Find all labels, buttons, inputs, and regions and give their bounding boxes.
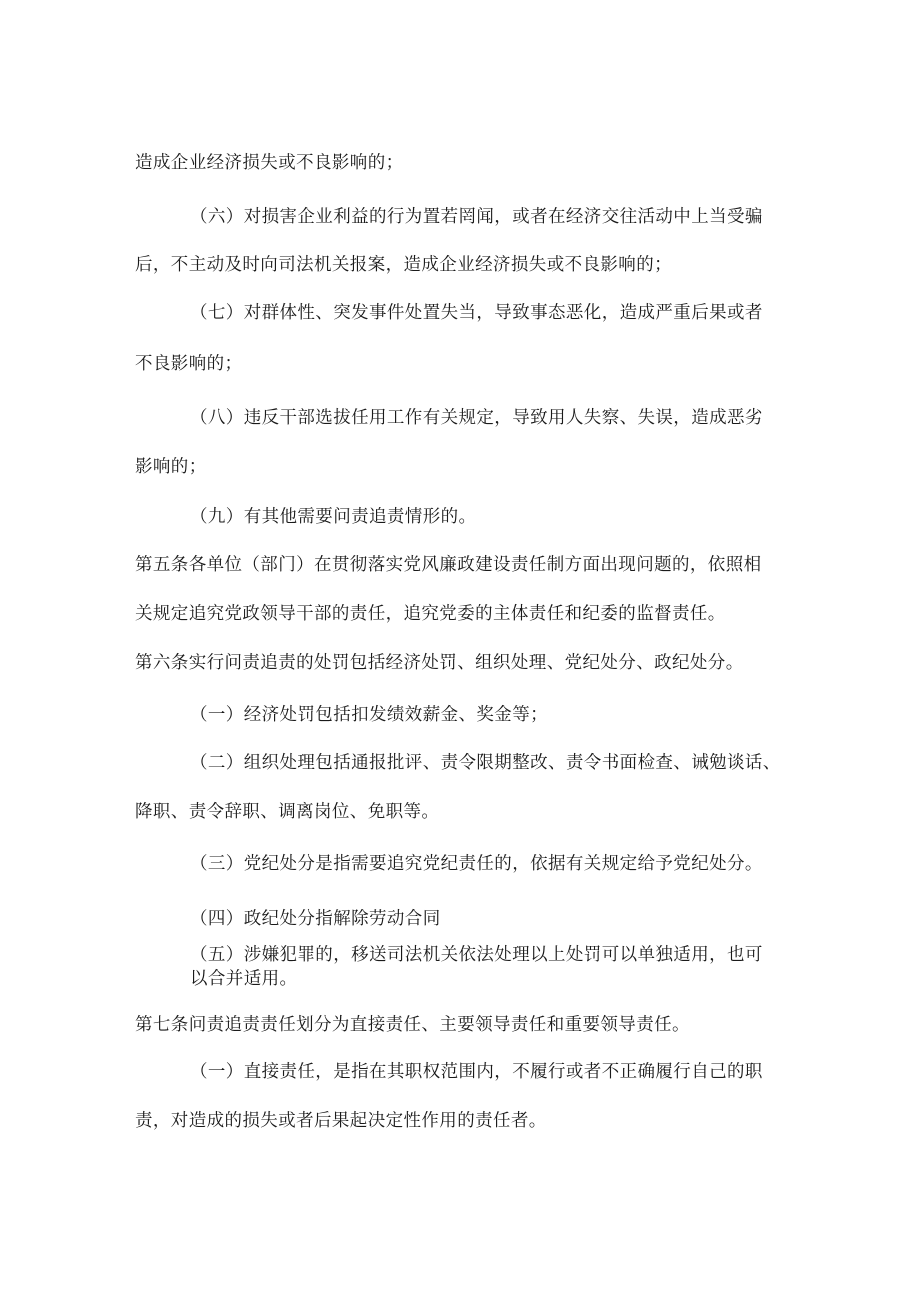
- text-line: （五）涉嫌犯罪的，移送司法机关依法处理以上处罚可以单独适用，也可: [190, 945, 763, 965]
- text-line: （九）有其他需要问责追责情形的。: [190, 507, 477, 527]
- text-line: 关规定追究党政领导干部的责任，追究党委的主体责任和纪委的监督责任。: [135, 604, 726, 624]
- text-line: （三）党纪处分是指需要追究党纪责任的，依据有关规定给予党纪处分。: [190, 854, 763, 874]
- text-line: 第六条实行问责追责的处罚包括经济处罚、组织处理、党纪处分、政纪处分。: [135, 653, 744, 673]
- text-line: （四）政纪处分指解除劳动合同: [190, 909, 441, 929]
- text-line: 以合并适用。: [190, 969, 298, 989]
- text-line: 后，不主动及时向司法机关报案，造成企业经济损失或不良影响的；: [135, 255, 672, 275]
- text-line: （一）经济处罚包括扣发绩效薪金、奖金等；: [190, 705, 548, 725]
- text-line: （八）违反干部选拔任用工作有关规定，导致用人失察、失误，造成恶劣: [190, 408, 763, 428]
- text-line: 不良影响的；: [135, 354, 243, 374]
- text-line: 造成企业经济损失或不良影响的；: [135, 153, 404, 173]
- text-line: （七）对群体性、突发事件处置失当，导致事态恶化，造成严重后果或者: [190, 303, 763, 323]
- text-line: 降职、责令辞职、调离岗位、免职等。: [135, 802, 440, 822]
- text-line: 影响的；: [135, 457, 207, 477]
- text-line: （六）对损害企业利益的行为置若罔闻，或者在经济交往活动中上当受骗: [190, 207, 763, 227]
- text-line: （二）组织处理包括通报批评、责令限期整改、责令书面检查、诫勉谈话、: [190, 753, 781, 773]
- text-line: 责，对造成的损失或者后果起决定性作用的责任者。: [135, 1111, 547, 1131]
- text-line: （一）直接责任，是指在其职权范围内，不履行或者不正确履行自己的职: [190, 1062, 763, 1082]
- text-line: 第五条各单位（部门）在贯彻落实党风廉政建设责任制方面出现问题的，依照相: [135, 555, 762, 575]
- text-line: 第七条问责追责责任划分为直接责任、主要领导责任和重要领导责任。: [135, 1015, 690, 1035]
